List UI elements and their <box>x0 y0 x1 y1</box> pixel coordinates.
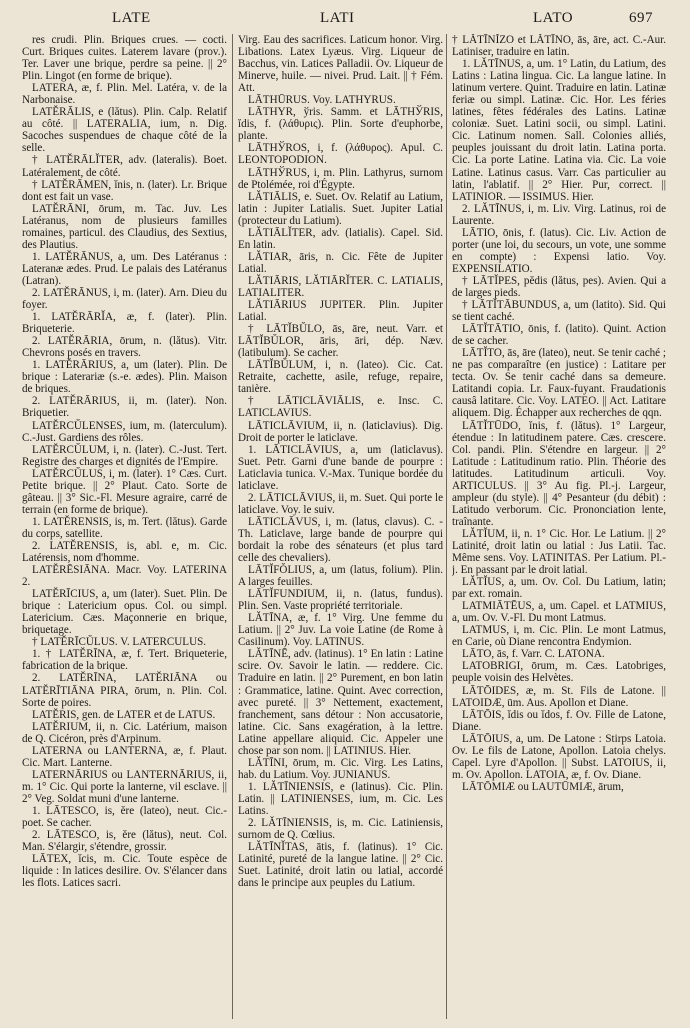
dictionary-entry: LATĔRĒSIĀNA. Macr. Voy. LATERINA 2. <box>22 564 227 589</box>
dictionary-entry: LATOBRIGI, ōrum, m. Cæs. Latobriges, peuple voisin des Helvètes. <box>452 660 666 685</box>
dictionary-entry: † LĀTĬTĀBUNDUS, a, um (latito). Sid. Qui se tient caché. <box>452 299 666 324</box>
dictionary-entry: LATĔRCŬLUS, i, m. (later). 1° Cæs. Curt. Petite brique. || 2° Plaut. Cato. Sorte de gâteau. || 3° Sic.-Fl. Mesure agraire, carré de terrain (en forme de brique). <box>22 467 227 516</box>
dictionary-entry: LĀTICLĀVUS, i, m. (latus, clavus). C. -Th. Laticlave, large bande de pourpre qui bordait la robe des sénateurs (et plus tard celle des chevaliers). <box>238 515 443 565</box>
dictionary-entry: LATĔRIUM, ii, n. Cic. Latérium, maison de Q. Cicéron, près d'Arpinum. <box>22 720 227 745</box>
dictionary-entry: LATĔRCŬLUM, i, n. (later). C.-Just. Tert. Registre des charges et dignités de l'Empire. <box>22 443 227 468</box>
dictionary-entry: LĂTIĀRIUS JUPITER. Plin. Jupiter Latial. <box>238 299 443 324</box>
header-center-headword: LATI <box>320 10 355 26</box>
dictionary-entry: LĂTĪNA, æ, f. 1° Virg. Une femme du Latium. || 2° Juv. La voie Latine (de Rome à Casilinum). Voy. LATINUS. <box>238 612 443 649</box>
dictionary-entry: LĀTHŪRUS. Voy. LATHYRUS. <box>248 94 396 107</box>
dictionary-entry: LĂTĪNĒ, adv. (latinus). 1° En latin : Latine scire. Ov. Savoir le latin. — reddere. Cic. Traduire en latin. || 2° Purement, en bon latin : Grammatice, latine. Quint. Avec correction, avec pureté. || 3° Nettement, exactement, franchement, sans détour : Non accusatorie, latine. Cic. Sans exagération, à la lettre. Latine appellare aliquid. Cic. Appeler une chose par son nom. || LATINIUS. Hier. <box>238 648 443 757</box>
dictionary-entry: 2. LĂTĪNUS, i, m. Liv. Virg. Latinus, roi de Laurente. <box>452 202 666 227</box>
dictionary-entry: † LĀTĬPES, pĕdis (lătus, pes). Avien. Qui a de larges pieds. <box>452 274 666 299</box>
column-left <box>22 34 227 1024</box>
dictionary-entry: LĀTO, ās, f. Varr. C. LATONA. <box>462 648 605 661</box>
dictionary-entry: LĀTICLĀVIUM, ii, n. (laticlavius). Dig. Droit de porter le laticlave. <box>238 419 443 444</box>
dictionary-entry: 2. LĂTĪNIENSIS, is, m. Cic. Latiniensis, surnom de Q. Cœlius. <box>238 817 443 842</box>
dictionary-entry: LATERNĀRIUS ou LANTERNĀRIUS, ii, m. 1° Cic. Qui porte la lanterne, vil esclave. || 2° Veg. Soldat muni d'une lanterne. <box>22 768 227 805</box>
dictionary-entry: Virg. Eau des sacrifices. Laticum honor. Virg. Libations. Latex Lyæus. Virg. Liqueur de Bacchus, vin. Latices Palladii. Ov. Liqueur de Minerve, huile. — nivei. Prud. Lait. || † Fém. Att. <box>238 34 443 95</box>
running-header <box>0 10 690 32</box>
column-middle <box>238 34 443 1024</box>
dictionary-entry: 1. LATĔRĀNUS, a, um. Des Latéranus : Lateranæ ædes. Prud. Le palais des Latéranus (Latran). <box>22 250 227 287</box>
dictionary-entry: † LATĔRĀMEN, ĭnis, n. (later). Lr. Brique dont est fait un vase. <box>22 178 227 203</box>
dictionary-entry: LĀTŌIS, ĭdis ou ĭdos, f. Ov. Fille de Latone, Diane. <box>452 708 666 733</box>
dictionary-entry: LĂTĪNI, ōrum, m. Cic. Virg. Les Latins, hab. du Latium. Voy. JUNIANUS. <box>238 756 443 781</box>
dictionary-entry: LĂTĪNĬTAS, ātis, f. (latinus). 1° Cic. Latinité, pureté de la langue latine. || 2° Cic. Suet. Latinité, droit latin ou latial, accordé dans le principe aux peuples du Latium. <box>238 841 443 890</box>
dictionary-entry: LĀTIO, ōnis, f. (latus). Cic. Liv. Action de porter (une loi, du secours, un vote, une somme en compte) : Expensi latio. Voy. EXPENSILATIO. <box>452 226 666 275</box>
dictionary-entry: LATĔRCŬLENSES, ium, m. (laterculum). C.-Just. Gardiens des rôles. <box>22 419 227 444</box>
dictionary-entry: † LATĔRĪCŬLUS. V. LATERCULUS. <box>32 636 207 649</box>
dictionary-entry: 1. LĀTESCO, is, ĕre (lateo), neut. Cic.-poet. Se cacher. <box>22 805 227 830</box>
dictionary-entry: 1. LĂTĪNIENSIS, e (latinus). Cic. Plin. Latin. || LATINIENSES, ium, m. Cic. Les Latins. <box>238 780 443 817</box>
dictionary-entry: LĀTĬFŎLIUS, a, um (latus, folium). Plin. A larges feuilles. <box>238 564 443 589</box>
dictionary-entry: LATMUS, i, m. Cic. Plin. Le mont Latmus, en Carie, où Diane rencontra Endymion. <box>452 624 666 649</box>
dictionary-entry: LATĔRIS, gen. de LATER et de LATUS. <box>32 708 216 721</box>
column-divider <box>446 34 447 1019</box>
dictionary-entry: 1. † LATĔRĪNA, æ, f. Tert. Briqueterie, fabrication de la brique. <box>22 648 227 673</box>
column-divider <box>232 34 233 1019</box>
dictionary-entry: LĀTEX, ĭcis, m. Cic. Toute espèce de liquide : In latices desilire. Ov. S'élancer dans les flots. Latices sacri. <box>22 853 227 890</box>
dictionary-entry: † LĀTĬBŬLO, ās, āre, neut. Varr. et LĀTĬBŬLOR, āris, āri, dép. Næv. (latibulum). Se cacher. <box>238 323 443 360</box>
dictionary-entry: LATĔRĀNI, ōrum, m. Tac. Juv. Les Latéranus, nom de plusieurs familles romaines, particul. des Claudius, des Sextius, des Plautius. <box>22 202 227 251</box>
dictionary-entry: LĀTĬTĀTIO, ōnis, f. (latito). Quint. Action de se cacher. <box>452 323 666 348</box>
dictionary-entry: † LĂTĪNĬZO et LĂTĪNO, ās, āre, act. C.-Aur. Latiniser, traduire en latin. <box>452 34 666 59</box>
dictionary-entry: 2. LĀTESCO, is, ĕre (lătus), neut. Col. Man. S'élargir, s'étendre, grossir. <box>22 829 227 854</box>
header-left-headword: LATE <box>112 10 151 26</box>
dictionary-entry: 2. LATĔRENSIS, is, abl. e, m. Cic. Latérensis, nom d'homme. <box>22 539 227 565</box>
dictionary-entry: LATMIĀTĒUS, a, um. Capel. et LATMIUS, a, um. Ov. V.-Fl. Du mont Latmus. <box>452 600 666 625</box>
dictionary-entry: LĀTĬTO, ās, āre (lateo), neut. Se tenir caché ; ne pas comparaître (en justice) : Latitare per tecta. Ov. Se tenir caché dans sa demeure. Latitandi copia. Lr. Faux-fuyant. Fraudationis causâ latitare. Cic. Voy. LATEO. || Act. Latitare aliquem. Dig. Échapper aux recherches de qqn. <box>452 347 666 420</box>
dictionary-entry: LĀTĬTŪDO, ĭnis, f. (lătus). 1° Largeur, étendue : In latitudinem patere. Cæs. crescere. Col. pandi. Plin. S'étendre en largeur. || 2° Latitude : Latitudinum ratio. Plin. Théorie des latitudes. Latitudinum articuli. Voy. ARTICULUS. || 3° Au fig. Pl.-j. Largeur, ampleur (du style). || 4° Pesanteur (du débit) : Latitudo verborum. Cic. Prononciation lente, traînante. <box>452 419 666 528</box>
dictionary-entry: LĀTHYR, ўris. Samm. et LĀTHЎRIS, ĭdis, f. (λάθυρις). Plin. Sorte d'euphorbe, plante. <box>238 106 443 143</box>
dictionary-entry: 2. LATĔRĀRIUS, ii, m. (later). Non. Briquetier. <box>22 395 227 420</box>
dictionary-entry: LATĔRĪCIUS, a, um (later). Suet. Plin. De brique : Latericium opus. Col. ou simpl. Latericium. Cæs. Maçonnerie en brique, briquetage. <box>22 588 227 637</box>
dictionary-entry: LATĔRĀLIS, e (lătus). Plin. Calp. Relatif au côté. || LATERALIA, ium, n. Dig. Sacoches suspendues de chaque côté de la selle. <box>22 106 227 155</box>
dictionary-entry: LATERA, æ, f. Plin. Mel. Latéra, v. de la Narbonaise. <box>22 82 227 107</box>
dictionary-entry: LĀTHЎRUS, i, m. Plin. Lathyrus, surnom de Ptolémée, roi d'Égypte. <box>238 166 443 191</box>
dictionary-entry: LĂTĬUM, ii, n. 1° Cic. Hor. Le Latium. || 2° Latinité, droit latin ou latial : Jus Latii. Tac. Même sens. Voy. LATINITAS. Per Latium. Pl.-j. En passant par le droit latial. <box>452 527 666 577</box>
dictionary-entry: LĀTŌIUS, a, um. De Latone : Stirps Latoia. Ov. Le fils de Latone, Apollon. Latoia chelys. Capel. Lyre d'Apollon. || Subst. LATOIUS, ii, m. Ov. Apollon. LATOIA, æ, f. Ov. Diane. <box>452 732 666 781</box>
dictionary-entry: LĂTIAR, āris, n. Cic. Fête de Jupiter Latial. <box>238 250 443 275</box>
dictionary-entry: † LĀTICLĀVIĀLIS, e. Insc. C. LATICLAVIUS. <box>238 395 443 420</box>
dictionary-entry: † LATĔRĀLĬTER, adv. (lateralis). Boet. Latéralement, de côté. <box>22 154 227 179</box>
dictionary-entry: 1. LATĔRĀRIUS, a, um (later). Plin. De brique : Laterariæ (s.-e. ædes). Plin. Maison de briques. <box>22 359 227 396</box>
dictionary-entry: LĂTIĀLIS, e. Suet. Ov. Relatif au Latium, latin : Jupiter Latialis. Suet. Jupiter Latial (protecteur du Latium). <box>238 190 443 227</box>
header-right-headword: LATO <box>533 10 574 26</box>
dictionary-entry: LĀTĬFUNDIUM, ii, n. (latus, fundus). Plin. Sen. Vaste propriété territoriale. <box>238 588 443 613</box>
dictionary-entry: LĂTIĀRIS, LĂTIĀRĬTER. C. LATIALIS, LATIALITER. <box>238 274 443 299</box>
dictionary-entry: 2. LATĔRĀRIA, ōrum, n. (lătus). Vitr. Chevrons posés en travers. <box>22 335 227 360</box>
dictionary-entry: LĀTĬBŬLUM, i, n. (lateo). Cic. Cat. Retraite, cachette, asile, refuge, repaire, tanière. <box>238 359 443 396</box>
dictionary-entry: res crudi. Plin. Briques crues. — cocti. Curt. Briques cuites. Laterem lavare (prov.). Ter. Laver une brique, perdre sa peine. || 2° Plin. Lingot (en forme de brique). <box>22 34 227 83</box>
column-right <box>452 34 666 1024</box>
dictionary-entry: 1. LATĔRĀRĬA, æ, f. (later). Plin. Briqueterie. <box>22 311 227 336</box>
dictionary-entry: LĂTĬUS, a, um. Ov. Col. Du Latium, latin; par ext. romain. <box>452 576 666 601</box>
page-number: 697 <box>629 10 653 26</box>
dictionary-entry: 1. LĀTICLĀVIUS, a, um (laticlavus). Suet. Petr. Garni d'une bande de pourpre : Laticlavia tunica. V.-Max. Tunique bordée du laticlave. <box>238 443 443 492</box>
dictionary-entry: LĀTHЎROS, i, f. (λάθυρος). Apul. C. LEONTOPODION. <box>238 142 443 167</box>
dictionary-entry: 2. LATĔRĪNA, LATĔRIĀNA ou LATĔRĪTIĀNA PIRA, ōrum, n. Plin. Col. Sorte de poires. <box>22 672 227 709</box>
dictionary-entry: 1. LATĔRENSIS, is, m. Tert. (lătus). Garde du corps, satellite. <box>22 515 227 540</box>
dictionary-entry: 2. LATĔRĀNUS, i, m. (later). Arn. Dieu du foyer. <box>22 286 227 312</box>
dictionary-entry: LATERNA ou LANTERNA, æ, f. Plaut. Cic. Mart. Lanterne. <box>22 744 227 769</box>
dictionary-entry: 1. LĂTĪNUS, a, um. 1° Latin, du Latium, des Latins : Latina lingua. Cic. La langue latine. In latinum vertere. Quint. Traduire en latin. Latinæ feriæ ou simpl. Latinæ. Cic. Hor. Les féries latines, fêtes fédérales des Latins. Latinæ coloniæ. Suet. Latini socii, ou simpl. Latini. Cic. Latinum nomen. Sall. Colonies alliés, peuples jouissant du droit latin. Latina porta. Cic. La porte Latine. Latina via. Cic. La voie Latine. Latinus casus. Varr. Cas particulier au latin, l'ablatif. || 2° Hier. Pur, correct. || LATINIOR. — ISSIMUS. Hier. <box>452 58 666 203</box>
dictionary-entry: LĂTIĀLĬTER, adv. (latialis). Capel. Sid. En latin. <box>238 226 443 251</box>
dictionary-entry: LĀTŌIDES, æ, m. St. Fils de Latone. || LATOIDÆ, ūm. Aus. Apollon et Diane. <box>452 684 666 709</box>
dictionary-entry: 2. LĀTICLĀVIUS, ii, m. Suet. Qui porte le laticlave. Voy. le suiv. <box>238 491 443 516</box>
dictionary-entry: LĀTŌMIÆ ou LAUTŪMIÆ, ārum, <box>462 780 624 793</box>
